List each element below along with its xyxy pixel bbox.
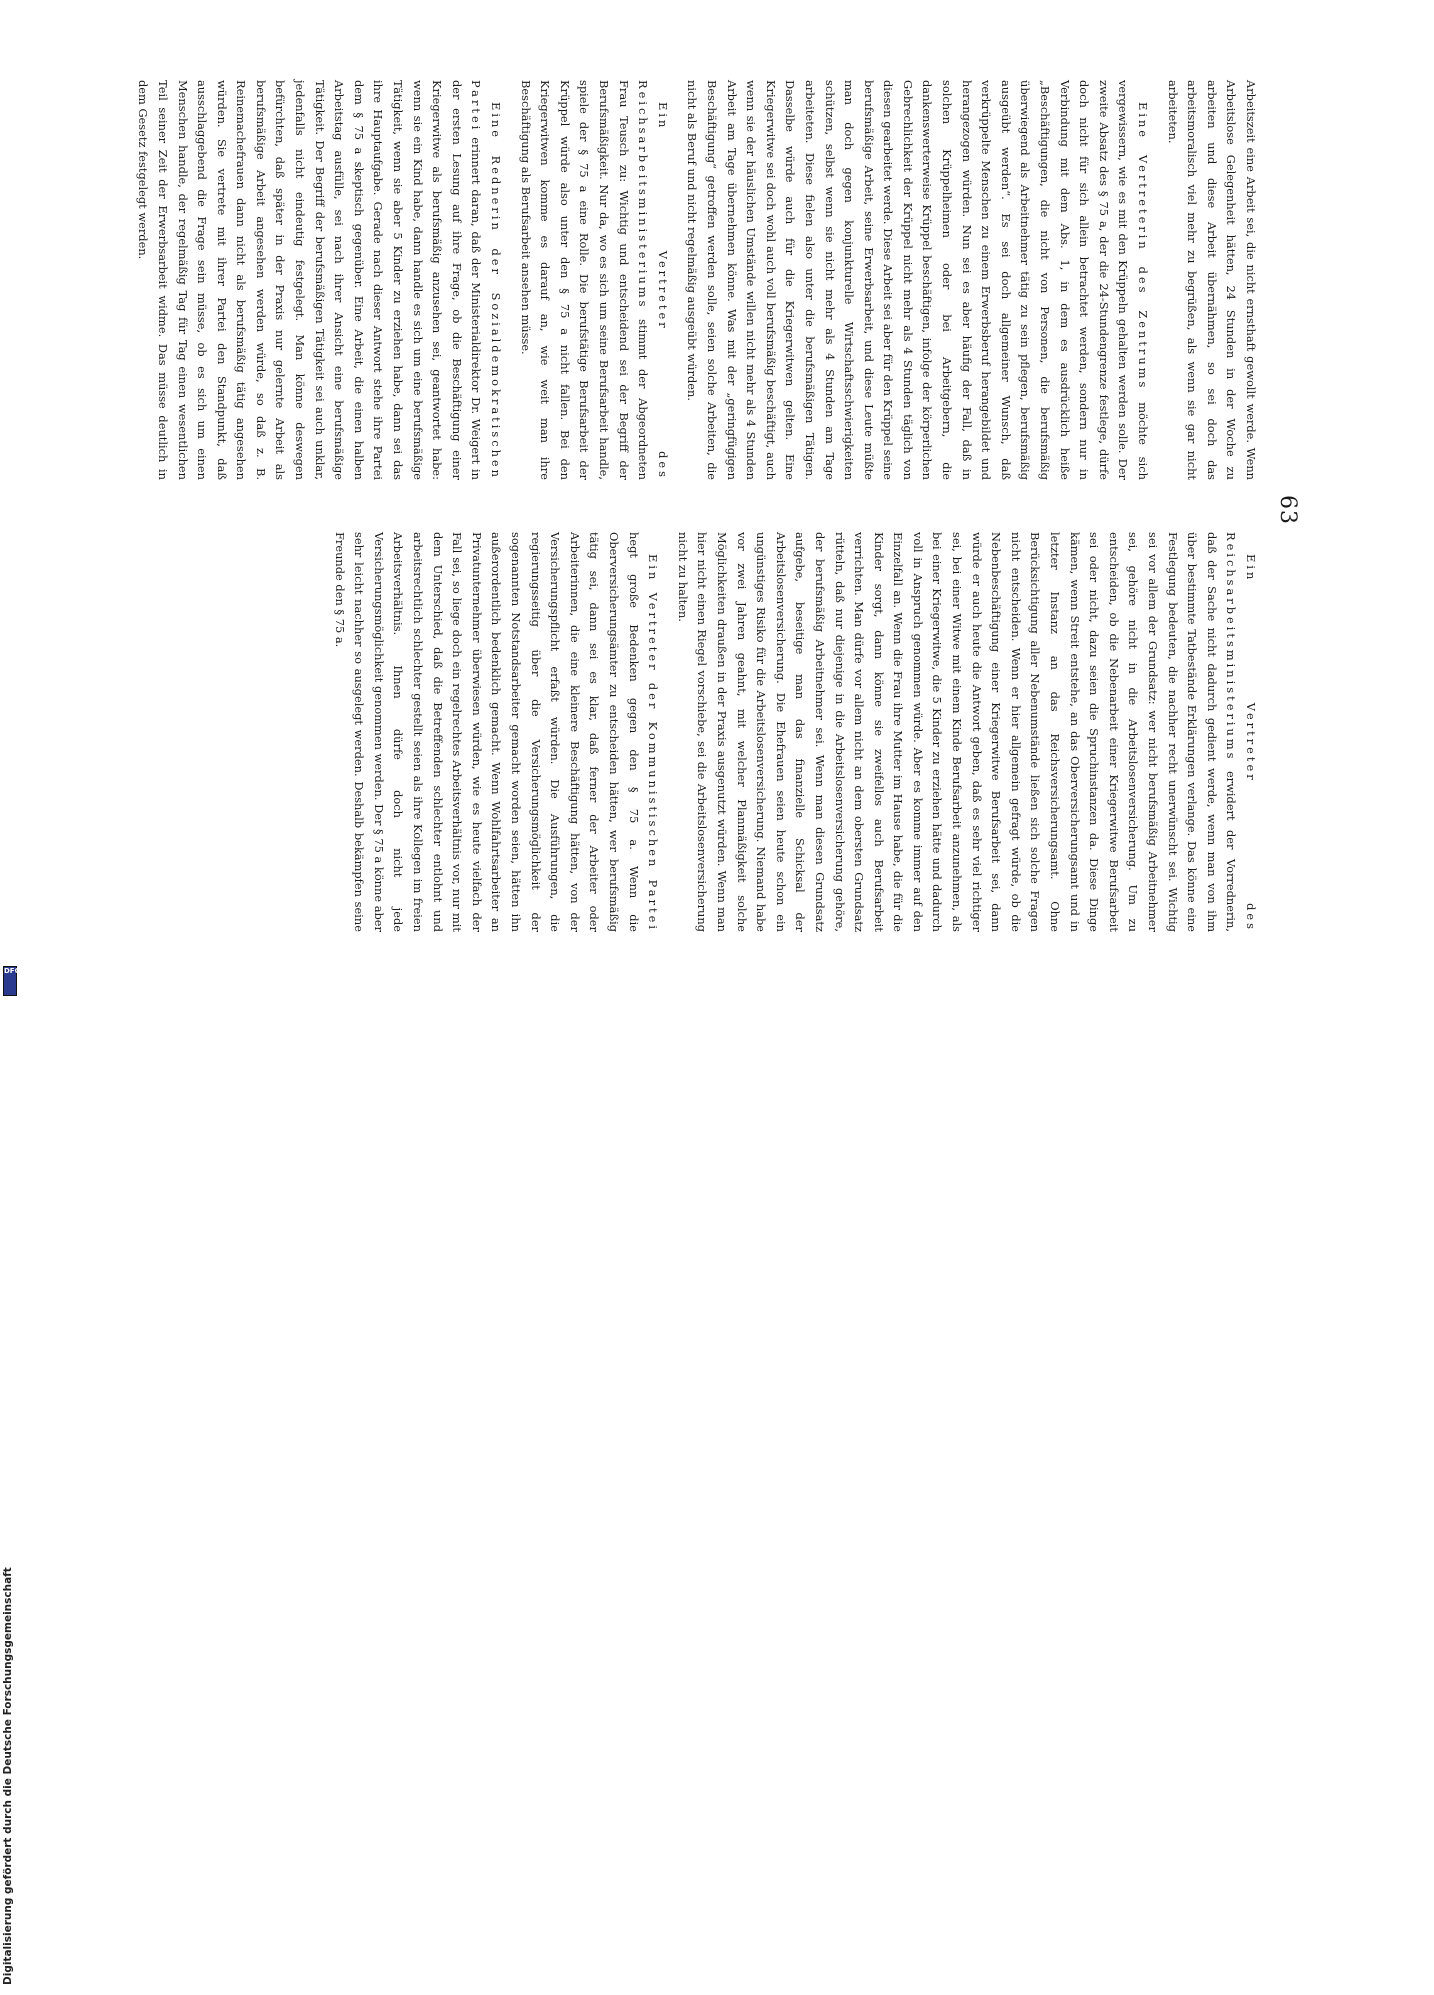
paragraph bbox=[133, 80, 505, 480]
paragraph-text: möchte sich vergewissern, wie es mit den Krüppeln gehalten werden solle. Der zweite Absatz des § 75 a, der die 24-Stundengrenze festlege, dürfe doch nicht für sich allein betrachtet werden, sondern nur in Verbindung mit dem Abs. 1, in dem es ausdrücklich heiße „Beschäftigungen, die nicht von Personen, die berufsmäßig überwiegend als Arbeitnehmer tätig zu sein pflegen, berufsmäßig ausgeübt werden“. Es sei doch allgemeiner Wunsch, daß verkrüppelte Menschen zu einem Erwerbsberuf herangebildet und herangezogen würden. Nun sei es aber häufig der Fall, daß in solchen Krüppelheimen oder bei Arbeitgebern, die dankenswerterweise Krüppel beschäftigen, infolge der körperlichen Gebrechlichkeit der Krüppel nicht mehr als 4 Stunden täglich von diesen gearbeitet werde. Diese Arbeit sei aber für den Krüppel seine berufsmäßige Arbeit, seine Erwerbsarbeit, und diese Leute müßte man doch gegen konjunkturelle Wirtschaftsschwierigkeiten schützen, selbst wenn sie nicht mehr als 4 Stunden am Tage arbeiteten. Diese fielen also unter die berufsmäßigen Tätigen. Dasselbe würde auch für die Kriegerwitwen gelten. Eine Kriegerwitwe sei doch wohl auch voll berufsmäßig beschäftigt, auch wenn sie der häuslichen Umstände willen nicht mehr als 4 Stunden Arbeit am Tage übernehmen könne. Was mit der „geringfügigen Beschäftigung“ getroffen werden solle, seien solche Arbeiten, die nicht als Beruf und nicht regelmäßig ausgeübt würden. bbox=[685, 80, 1151, 480]
paragraph bbox=[1162, 80, 1260, 480]
dfg-logo: DFG bbox=[3, 966, 17, 996]
rotated-page bbox=[130, 80, 1300, 940]
paragraph bbox=[682, 80, 1152, 480]
speaker-lead: Ein Vertreter des Reichsarbeitsministeriums bbox=[1224, 532, 1258, 932]
digitization-note-text: Digitalisierung gefördert durch die Deutsche Forschungsgemeinschaft bbox=[2, 1567, 14, 1985]
paragraph bbox=[672, 532, 1260, 932]
left-column bbox=[133, 80, 1260, 480]
speaker-lead: Eine Vertreterin des Zentrums bbox=[1136, 102, 1151, 391]
speaker-lead: Ein Vertreter der Kommunistischen Partei bbox=[646, 554, 661, 932]
page-number: 63 bbox=[1275, 495, 1300, 525]
paragraph bbox=[515, 80, 672, 480]
right-column bbox=[329, 532, 1260, 932]
paragraph-text: erwidert der Vorrednerin, daß der Sache nicht dadurch gedient werde, wenn man von ihm über bestimmte Tatbestände Erklärungen verlange. Das könne eine Festlegung bedeuten, die nachher recht unerwünscht sei. Wichtig sei vor allem der Grundsatz: wer nicht berufsmäßig Arbeitnehmer sei, gehöre nicht in die Arbeitslosenversicherung. Um zu entscheiden, ob die Nebenarbeit einer Kriegerwitwe Berufsarbeit sei oder nicht, dazu seien die Spruchinstanzen da. Diese Dinge kämen, wenn Streit entstehe, an das Oberversicherungsamt und in letzter Instanz an das Reichsversicherungsamt. Ohne Berücksichtigung aller Nebenumstände ließen sich solche Fragen nicht entscheiden. Wenn er hier allgemein gefragt würde, ob die Nebenbeschäftigung einer Kriegerwitwe Berufsarbeit sei, dann würde er auch heute die Antwort geben, daß es sehr viel richtiger sei, bei einer Witwe mit einem Kinde Berufsarbeit anzunehmen, als bei einer Kriegerwitwe, die 5 Kinder zu erziehen hätte und dadurch voll in Anspruch genommen würde. Aber es komme immer auf den Einzelfall an. Wenn die Frau ihre Mutter im Hause habe, die für die Kinder sorgt, dann könne sie zweifellos auch Berufsarbeit verrichten. Man dürfe vor allem nicht an dem obersten Grundsatz rütteln, daß nur diejenige in die Arbeitslosenversicherung gehöre, der berufsmäßig Arbeitnehmer sei. Wenn man diesen Grundsatz aufgebe, beseitige man das finanzielle Schicksal der Arbeitslosenversicherung. Die Ehefrauen seien heute schon ein ungünstiges Risiko für die Arbeitslosenversicherung. Niemand habe vor zwei Jahren geahnt, mit welcher Planmäßigkeit solche Möglichkeiten draußen in der Praxis ausgenutzt würden. Wenn man hier nicht einen Riegel vorschiebe, sei die Arbeitslosenversicherung nicht zu halten. bbox=[675, 532, 1239, 932]
paragraph-text: erinnert daran, daß der Ministerialdirektor Dr. Weigert in der ersten Lesung auf ihre Frage, ob die Beschäftigung einer Kriegerwitwe als berufsmäßig anzusehen sei, geantwortet habe: wenn sie ein Kind habe, dann handle es sich um eine berufsmäßige Tätigkeit, wenn sie aber 5 Kinder zu erziehen habe, dann sei das ihre Hauptaufgabe. Gerade nach dieser Antwort stehe ihre Partei dem § 75 a skeptisch gegenüber. Eine Arbeit, die einen halben Arbeitstag ausfülle, sei nach ihrer Ansicht eine berufsmäßige Tätigkeit. Der Begriff der berufsmäßigen Tätigkeit sei auch unklar, jedenfalls nicht eindeutig festgelegt. Man könne deswegen befürchten, daß später in der Praxis nur gelernte Arbeit als berufsmäßige Arbeit angesehen werden würde, so daß z. B. Reinemachefrauen dann nicht als berufsmäßig tätig angesehen würden. Sie vertrete mit ihrer Partei den Standpunkt, daß ausschlaggebend die Frage sein müsse, ob es sich um einen Menschen handle, der regelmäßig Tag für Tag einen wesentlichen Teil seiner Zeit der Erwerbsarbeit widme. Das müsse deutlich in dem Gesetz festgelegt werden. bbox=[136, 80, 484, 480]
paragraph-text: stimmt der Abgeordneten Frau Teusch zu: Wichtig und entscheidend sei der Begriff der Berufsmäßigkeit. Nur da, wo es sich um seine Berufsarbeit handle, spiele der § 75 a eine Rolle. Die berufstätige Berufsarbeit der Krüppel würde also unter den § 75 a nicht fallen. Bei den Kriegerwitwen komme es darauf an, wie weit man ihre Beschäftigung als Berufsarbeit ansehen müsse. bbox=[518, 80, 651, 480]
paragraph-text: Arbeitszeit eine Arbeit sei, die nicht ernsthaft gewollt werde. Wenn Arbeitslose Gelegenheit hätten, 24 Stunden in der Woche zu arbeiten und diese Arbeit übernähmen, so sei doch das arbeitsmoralisch viel mehr zu begrüßen, als wenn sie gar nicht arbeiteten. bbox=[1165, 80, 1258, 480]
speaker-lead: Ein Vertreter des Reichsarbeitsministeriums bbox=[636, 80, 670, 480]
digitization-note bbox=[2, 985, 16, 1995]
paragraph bbox=[329, 532, 662, 932]
paragraph-text: hegt große Bedenken gegen den § 75 a. Wenn die Oberversicherungsämter zu entscheiden hätten, wer berufsmäßig tätig sei, dann sei es klar, daß ferner der Arbeiter oder Arbeiterinnen, die eine kleinere Beschäftigung hätten, von der Versicherungspflicht erfaßt würden. Die Ausführungen, die regierungsseitig über die Versicherungsmöglichkeit der sogenannten Notstandsarbeiter gemacht worden seien, hätten ihn außerordentlich bedenklich gemacht. Wenn Wohlfahrtsarbeiter an Privatunternehmer überwiesen würden, wie es heute vielfach der Fall sei, so liege doch ein regelrechtes Arbeitsverhältnis vor, nur mit dem Unterschied, daß die Betreffenden schlechter entlohnt und arbeitsrechtlich schlechter gestellt seien als ihre Kollegen im freien Arbeitsverhältnis. Ihnen dürfe doch nicht jede Versicherungsmöglichkeit genommen werden. Der § 75 a könne aber sehr leicht nachher so ausgelegt werden. Deshalb bekämpfen seine Freunde den § 75 a. bbox=[332, 532, 641, 932]
speaker-lead: Eine Rednerin der Sozialdemokratischen Partei bbox=[469, 80, 504, 480]
